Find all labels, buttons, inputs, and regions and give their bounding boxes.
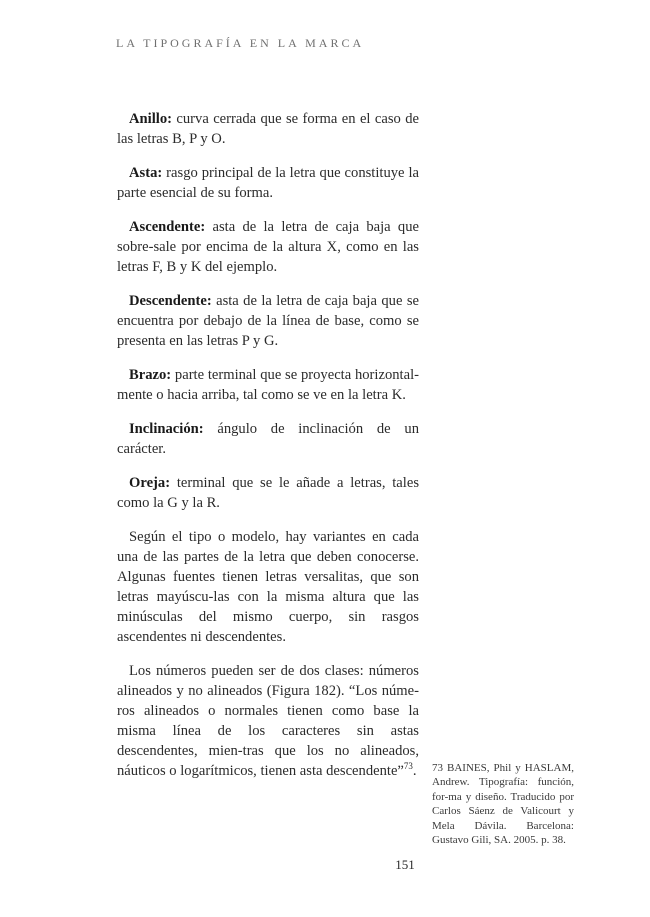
definition-inclinacion xyxy=(117,419,419,459)
definition-text: asta de la letra de caja baja que sobre-sale por encima de la altura X, como en las letras F, B y K del ejemplo. xyxy=(117,219,419,275)
footnote-text: 73 BAINES, Phil y HASLAM, Andrew. Tipografía: función, for-ma y diseño. Traducido por Carlos Sáenz de Valicourt y Mela Dávila. Barcelona: Gustavo Gili, SA. 2005. p. 38. xyxy=(432,762,574,847)
definition-anillo xyxy=(117,109,419,149)
footnote xyxy=(432,761,574,847)
main-text xyxy=(117,109,419,795)
term: Brazo: xyxy=(129,367,172,383)
definition-text: parte terminal que se proyecta horizontal-mente o hacia arriba, tal como se ve en la letra K. xyxy=(117,367,419,403)
term: Ascendente: xyxy=(129,219,206,235)
running-header: LA TIPOGRAFÍA EN LA MARCA xyxy=(116,36,365,50)
paragraph-variants: Según el tipo o modelo, hay variantes en cada una de las partes de la letra que deben conocerse. Algunas fuentes tienen letras versalitas, que son letras mayúscu-las con la misma altura que las minúsculas del mismo cuerpo, sin rasgos ascendentes ni descendentes. xyxy=(117,529,419,645)
definition-text: curva cerrada que se forma en el caso de las letras B, P y O. xyxy=(117,111,419,147)
term: Asta: xyxy=(129,165,163,181)
definition-text: asta de la letra de caja baja que se encuentra por debajo de la línea de base, como se presenta en las letras P y G. xyxy=(117,293,419,349)
paragraph-numbers xyxy=(117,661,419,781)
page-number: 151 xyxy=(395,857,415,872)
term: Anillo: xyxy=(129,111,172,127)
definition-asta xyxy=(117,163,419,203)
paragraph-numbers-end: . xyxy=(412,763,417,779)
definition-brazo xyxy=(117,365,419,405)
term: Inclinación: xyxy=(129,421,204,437)
definition-descendente xyxy=(117,291,419,351)
footnote-reference[interactable]: 73 xyxy=(403,761,413,772)
term: Oreja: xyxy=(129,475,171,491)
term: Descendente: xyxy=(129,293,212,309)
definition-ascendente xyxy=(117,217,419,277)
definition-text: terminal que se le añade a letras, tales como la G y la R. xyxy=(117,475,419,511)
definition-text: rasgo principal de la letra que constituye la parte esencial de su forma. xyxy=(117,165,419,201)
paragraph-numbers-text: Los números pueden ser de dos clases: números alineados y no alineados (Figura 182). “Los núme-ros alineados o normales tienen como base la misma línea de los caracteres sin astas descendentes, mien-tras que los no alineados, náuticos o logarítmicos, tienen asta descendente” xyxy=(117,663,419,779)
definition-oreja xyxy=(117,473,419,513)
definition-text: ángulo de inclinación de un carácter. xyxy=(117,421,419,457)
